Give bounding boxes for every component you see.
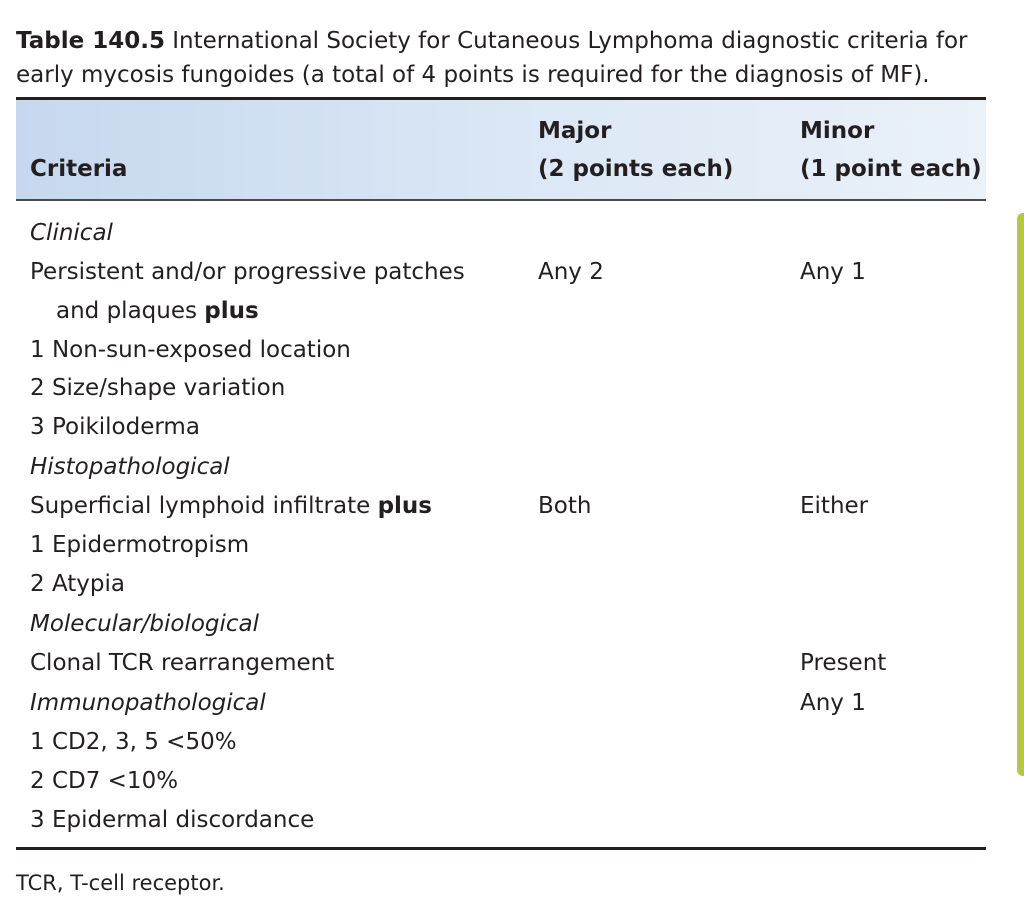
clinical-item-1: 1 Non-sun-exposed location [30,337,351,363]
section-heading-clinical: Clinical [30,220,113,246]
clinical-major-value: Any 2 [538,259,604,285]
molecular-criterion: Clonal TCR rearrangement [30,650,335,676]
caption-text-line1: International Society for Cutaneous Lymphoma diagnostic criteria for [164,28,968,54]
histo-minor-value: Either [800,493,869,519]
table-caption [16,24,976,92]
histo-item-2: 2 Atypia [30,571,125,597]
table-number: Table 140.5 [16,28,165,54]
table-bottom-rule [16,847,986,850]
section-heading-histopathological: Histopathological [30,454,230,480]
header-major [538,112,733,188]
clinical-item-3: 3 Poikiloderma [30,414,200,440]
immuno-item-1: 1 CD2, 3, 5 <50% [30,729,237,755]
header-minor-title: Minor [800,118,875,144]
clinical-minor-value: Any 1 [800,259,866,285]
clinical-plus: plus [204,298,259,324]
histo-major-value: Both [538,493,592,519]
table-footnote: TCR, T-cell receptor. [16,871,225,895]
immuno-item-3: 3 Epidermal discordance [30,807,315,833]
section-heading-immunopathological: Immunopathological [30,690,266,716]
clinical-item-2: 2 Size/shape variation [30,375,286,401]
page-edge-tab [1017,213,1024,776]
header-minor-points: (1 point each) [800,156,982,182]
immuno-minor-value: Any 1 [800,690,866,716]
header-criteria: Criteria [30,156,128,182]
histo-item-1: 1 Epidermotropism [30,532,250,558]
molecular-minor-value: Present [800,650,887,676]
clinical-criterion-line2 [56,296,259,326]
histo-criterion-text: Superficial lymphoid infiltrate [30,493,378,519]
header-major-title: Major [538,118,612,144]
clinical-criterion-text: and plaques [56,298,205,324]
immuno-item-2: 2 CD7 <10% [30,768,179,794]
caption-text-line2: early mycosis fungoides (a total of 4 points is required for the diagnosis of MF). [16,62,930,88]
histo-plus: plus [377,493,432,519]
header-major-points: (2 points each) [538,156,734,182]
histo-criterion [30,491,432,521]
clinical-criterion-line1: Persistent and/or progressive patches [30,259,465,285]
header-minor [800,112,982,188]
section-heading-molecular: Molecular/biological [30,611,260,637]
table-header-rule [16,199,986,201]
